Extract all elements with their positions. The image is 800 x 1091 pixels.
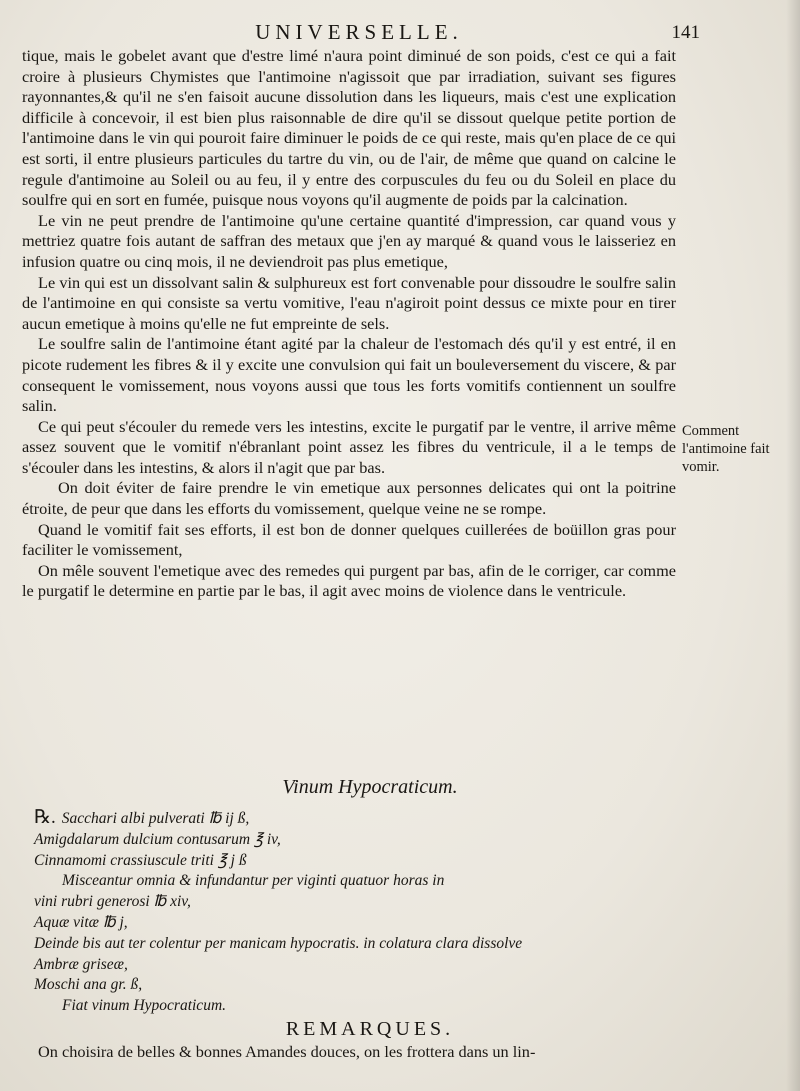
- paragraph-eviter: On doit éviter de faire prendre le vin emetique aux personnes delicates qui ont la poitrine étroite, de peur que dans les efforts du vomissement, quelque veine ne se rompe.: [22, 478, 676, 519]
- page-edge-shadow: [786, 0, 800, 1091]
- remarques-first-line: On choisira de belles & bonnes Amandes douces, on les frottera dans un lin-: [38, 1042, 536, 1061]
- page-number: 141: [671, 22, 700, 43]
- recipe-line: Cinnamomi crassiuscule triti ℥ j ß: [34, 851, 247, 869]
- recipe-symbol-icon: ℞.: [34, 807, 56, 828]
- main-text: [22, 46, 676, 602]
- recipe-line: Aquæ vitæ ℔ j,: [34, 913, 128, 931]
- remarques-heading: REMARQUES.: [285, 1018, 455, 1040]
- paragraph-bouillon: Quand le vomitif fait ses efforts, il est bon de donner quelques cuillerées de boüillon gras pour faciliter le vomissement,: [22, 519, 676, 560]
- paragraph-impression: Le vin ne peut prendre de l'antimoine qu'une certaine quantité d'impression, car quand vous y mettriez quatre fois autant de saffran des metaux que j'en ay marqué & quand vous le laisseriez en infusion quatre ou cinq mois, il ne deviendroit pas plus emetique,: [22, 210, 676, 271]
- page-header: [28, 20, 700, 46]
- paragraph-dissolvant: Le vin qui est un dissolvant salin & sulphureux est fort convenable pour dissoudre le soulfre salin de l'antimoine en qui consiste sa vertu vomitive, l'eau n'agiroit point dessus ce mixte pour en tirer aucun emetique à moins qu'elle ne fut empreinte de sels.: [22, 272, 676, 333]
- recipe-line: Deinde bis aut ter colentur per manicam hypocratis. in colatura clara dissolve: [34, 934, 523, 952]
- recipe-ingredient: Sacchari albi pulverati ℔ ij ß,: [61, 810, 250, 827]
- recipe-line: Misceantur omnia & infundantur per viginti quatuor horas in: [62, 872, 445, 890]
- paragraph-soulfre: Le soulfre salin de l'antimoine étant agité par la chaleur de l'estomach dés qu'il y est entré, il en picote rudement les fibres & il y excite une convulsion qui fait un bouleversement du viscere, & par consequent le vomissement, nous voyons aussi que tous les forts vomitifs contiennent un soulfre salin.: [22, 334, 676, 416]
- recipe-line: [34, 808, 694, 830]
- recipe-line: Amigdalarum dulcium contusarum ℥ iv,: [34, 830, 281, 848]
- recipe: [34, 808, 694, 1017]
- recipe-line: Moschi ana gr. ß,: [34, 976, 143, 994]
- recipe-title: Vinum Hypocraticum.: [282, 776, 458, 798]
- margin-note: Comment l'antimoine fait vomir.: [682, 423, 770, 475]
- running-head: UNIVERSELLE.: [255, 20, 463, 44]
- recipe-line: vini rubri generosi ℔ xiv,: [34, 893, 191, 911]
- paragraph-intestins: Ce qui peut s'écouler du remede vers les intestins, excite le purgatif par le ventre, il arrive même assez souvent que le vomitif n'ébranlant point assez les fibres du ventricule, il a le temps de s'écouler dans les intestins, & alors il n'agit que par bas.: [22, 416, 676, 477]
- recipe-line: Ambræ griseæ,: [34, 955, 128, 973]
- paragraph-purgatif: On mêle souvent l'emetique avec des remedes qui purgent par bas, afin de le corriger, car comme le purgatif le determine en partie par le bas, il agit avec moins de violence dans le ventricule.: [22, 560, 676, 601]
- recipe-line: Fiat vinum Hypocraticum.: [62, 997, 227, 1015]
- paragraph-continuation: tique, mais le gobelet avant que d'estre limé n'aura point diminué de son poids, c'est ce qui a fait croire à plusieurs Chymistes que l'antimoine n'agissoit que par irradiation, suivant ses figures rayonnantes,& qu'il ne s'en faisoit aucune dissolution dans les liqueurs, mais c'est une explication difficile à concevoir, il est bien plus raisonnable de dire qu'il se dissout quelque petite portion de l'antimoine dans le vin qui pouroit faire diminuer le poids de ce qui reste, mais qu'en place de ce qui est sorti, il entre plusieurs particules du tartre du vin, ou de l'air, de même que quand on calcine le regule d'antimoine au Soleil ou au feu, il y entre des corpuscules du feu ou du Soleil en place du soulfre qui en sort en fumée, puisque nous voyons qu'il augmente de poids par la calcination.: [22, 46, 676, 210]
